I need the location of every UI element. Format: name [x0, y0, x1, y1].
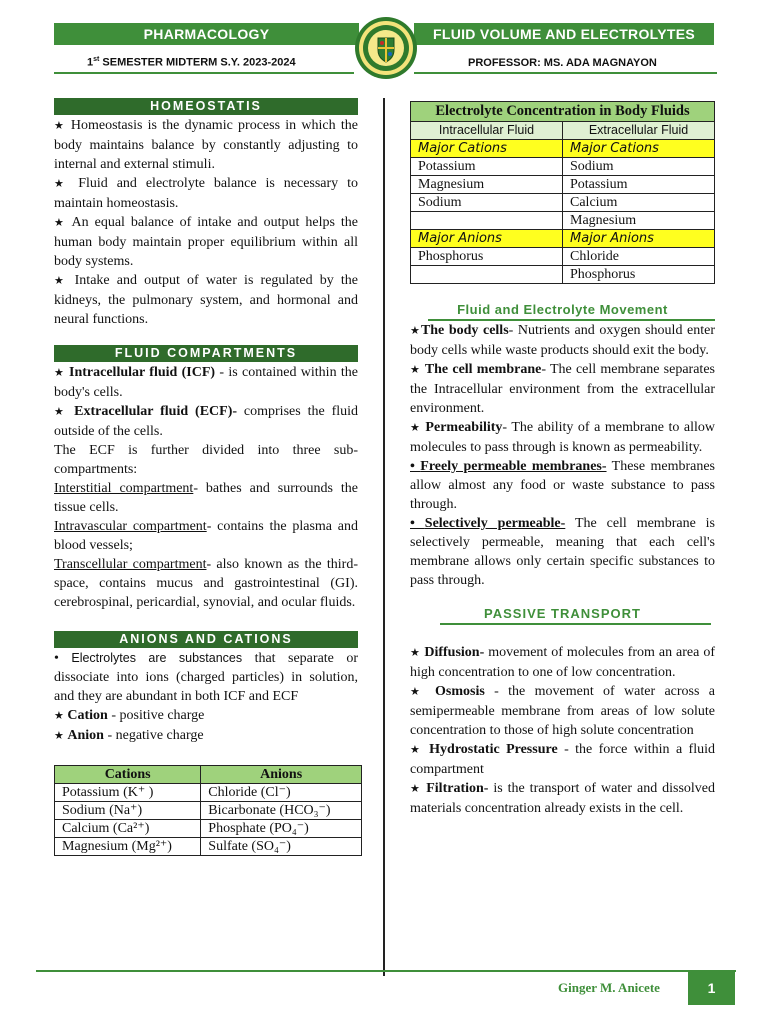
table-row: [55, 802, 362, 820]
homeostatis-item: [54, 116, 358, 174]
body-cells-item: [410, 321, 715, 360]
star-bullet-icon: ★: [54, 730, 64, 742]
star-bullet-icon: ★: [54, 275, 68, 287]
cation-item: [54, 706, 358, 726]
interstitial-text: - bathes and surrounds the tissue cells.: [54, 481, 358, 515]
homeostatis-text: Fluid and electrolyte balance is necessary to maintain homeostasis.: [54, 176, 358, 211]
transcellular-term: Transcellular compartment: [54, 557, 207, 572]
table-cell: Phosphorus: [563, 266, 715, 284]
table-header-row: [55, 766, 362, 784]
table-row: [411, 194, 715, 212]
header-right-title: FLUID VOLUME AND ELECTROLYTES: [414, 23, 714, 45]
semester-ordinal: 1: [87, 56, 94, 69]
cell-membrane-term: The cell membrane: [424, 362, 542, 377]
table-header-cations: Cations: [55, 766, 201, 784]
homeostatis-item: [54, 271, 358, 329]
table-cell: Sulfate (SO₄⁻): [201, 838, 362, 856]
semester-line: [87, 56, 296, 69]
right-column: [410, 101, 715, 818]
homeostatis-text: Homeostasis is the dynamic process in which the body maintains balance by constantly adjusting to internal and external stimuli.: [54, 118, 358, 172]
header-intracellular: Intracellular Fluid: [411, 122, 563, 140]
ecf-division: The ECF is further divided into three sub-compartments:: [54, 443, 358, 477]
hydrostatic-text: - the force within a fluid compartment: [410, 742, 715, 777]
ecf-item: [54, 402, 358, 441]
star-bullet-icon: ★: [410, 364, 421, 376]
table-header-row: [411, 122, 715, 140]
filtration-item: [410, 779, 715, 818]
electrolytes-term: Electrolytes are substances: [71, 651, 243, 665]
header-extracellular: Extracellular Fluid: [563, 122, 715, 140]
anion-text: - negative charge: [103, 728, 204, 743]
hydrostatic-term: Hydrostatic Pressure: [429, 742, 558, 757]
table-cell: Calcium: [563, 194, 715, 212]
star-bullet-icon: ★: [54, 367, 65, 379]
table-row: [411, 248, 715, 266]
table-cell: [411, 266, 563, 284]
professor-line: PROFESSOR: MS. ADA MAGNAYON: [468, 57, 657, 69]
osmosis-text: - the movement of water across a semipermeable membrane from areas of low solute concentration to those of high solute concentration: [410, 684, 715, 738]
section-title-homeostatis: HOMEOSTATIS: [54, 98, 358, 115]
header-left-title: PHARMACOLOGY: [54, 23, 359, 45]
major-anions-label: Major Anions: [563, 230, 715, 248]
table-cell: Magnesium (Mg²⁺): [55, 838, 201, 856]
homeostatis-text: An equal balance of intake and output helps the human body maintain proper equilibrium within all body systems.: [54, 215, 358, 269]
filtration-text: is the transport of water and dissolved materials concentration already exists in the cell.: [410, 781, 716, 816]
homeostatis-item: [54, 174, 358, 213]
major-cations-row: [411, 140, 715, 158]
table-cell: Sodium: [563, 158, 715, 176]
star-bullet-icon: ★: [410, 422, 421, 434]
interstitial-term: Interstitial compartment: [54, 481, 194, 496]
passive-transport-title: PASSIVE TRANSPORT: [484, 606, 641, 621]
permeability-text: - The ability of a membrane to allow molecules to pass through is known as permeability.: [410, 420, 715, 455]
anion-item: [54, 726, 358, 746]
star-bullet-icon: ★: [54, 406, 68, 418]
osmosis-item: [410, 682, 715, 740]
table-cell: Sodium (Na⁺): [55, 802, 201, 820]
footer-rule: [36, 970, 736, 972]
star-bullet-icon: ★: [54, 217, 67, 229]
permeability-term: Permeability: [425, 420, 503, 435]
table-cell: Magnesium: [411, 176, 563, 194]
header-rule-right: [414, 72, 717, 74]
ecf-text: comprises the fluid outside of the cells.: [54, 404, 359, 439]
table-cell: Potassium: [563, 176, 715, 194]
selectively-permeable-item: • Selectively permeable- The cell membrane is selectively permeable, meaning that each cell's membrane allows only certain specific substances to pass through.: [410, 516, 716, 588]
school-seal-icon: [354, 16, 418, 80]
selectively-permeable-text: The cell membrane is selectively permeable, meaning that each cell's membrane allows only certain specific substances to pass through.: [410, 516, 716, 588]
star-bullet-icon: ★: [54, 120, 66, 132]
transcellular-text: - also known as the third-space, contains mucus and gastrointestinal (GI). cerebrospinal, pericardial, synovial, and ocular fluids.: [54, 557, 358, 610]
star-bullet-icon: ★: [410, 647, 421, 659]
diffusion-text: movement of molecules from an area of high concentration to one of low concentration.: [410, 645, 715, 680]
hydrostatic-item: [410, 740, 715, 779]
major-cations-label: Major Cations: [411, 140, 563, 158]
major-anions-row: [411, 230, 715, 248]
table-cell: Phosphorus: [411, 248, 563, 266]
star-bullet-icon: ★: [410, 686, 426, 698]
electrolytes-intro: • Electrolytes are substances that separate or dissociate into ions (charged particles) in solution, and they are abundant in both ICF and ECF: [54, 651, 358, 704]
icf-text: - is contained within the body's cells.: [54, 365, 358, 400]
footer-author: Ginger M. Anicete: [558, 980, 660, 995]
homeostatis-text: Intake and output of water is regulated by the kidneys, the pulmonary system, and hormonal and neural functions.: [54, 273, 358, 327]
homeostatis-item: [54, 213, 358, 271]
electrolyte-concentration-table: [410, 101, 715, 284]
table-row: [55, 838, 362, 856]
cell-membrane-item: [410, 360, 715, 418]
table-cell: Chloride (Cl⁻): [201, 784, 362, 802]
electrolyte-table-title: Electrolyte Concentration in Body Fluids: [411, 102, 715, 122]
table-row: [411, 158, 715, 176]
star-bullet-icon: ★: [410, 783, 422, 795]
anion-term: Anion: [67, 728, 104, 743]
section-title-fluid-compartments: FLUID COMPARTMENTS: [54, 345, 358, 362]
table-row: [55, 820, 362, 838]
movement-title: Fluid and Electrolyte Movement: [457, 302, 668, 317]
osmosis-term: Osmosis: [435, 684, 485, 699]
star-bullet-icon: ★: [54, 178, 70, 190]
freely-permeable-item: • Freely permeable membranes- These membranes allow almost any food or waste substance to pass through.: [410, 459, 715, 512]
table-cell: Potassium (K⁺ ): [55, 784, 201, 802]
cation-term: Cation: [67, 708, 108, 723]
semester-text: SEMESTER MIDTERM S.Y. 2023-2024: [99, 56, 296, 69]
page-number: 1: [688, 971, 735, 1005]
freely-permeable-text: These membranes allow almost any food or waste substance to pass through.: [410, 459, 715, 512]
table-cell: [411, 212, 563, 230]
table-cell: Calcium (Ca²⁺): [55, 820, 201, 838]
freely-permeable-term: Freely permeable membranes-: [420, 459, 607, 474]
table-cell: Phosphate (PO₄⁻): [201, 820, 362, 838]
semester-suffix: st: [93, 56, 100, 63]
body-cells-term: The body cells: [420, 323, 509, 338]
table-row: [55, 784, 362, 802]
section-title-anions-cations: ANIONS AND CATIONS: [54, 631, 358, 648]
star-bullet-icon: ★: [410, 325, 421, 337]
electrolytes-text: that separate or dissociate into ions (charged particles) in solution, and they are abundant in both ICF and ECF: [54, 651, 358, 704]
major-anions-label: Major Anions: [411, 230, 563, 248]
intravascular-item: [54, 517, 358, 555]
column-divider: [383, 98, 385, 976]
table-cell: Potassium: [411, 158, 563, 176]
table-cell: Chloride: [563, 248, 715, 266]
filtration-term: Filtration-: [426, 781, 489, 796]
body-cells-text: - Nutrients and oxygen should enter body cells while waste products should exit the body.: [410, 323, 715, 358]
table-cell: Magnesium: [563, 212, 715, 230]
cell-membrane-text: - The cell membrane separates the Intracellular environment from the extracellular environment.: [410, 362, 715, 416]
cation-text: - positive charge: [107, 708, 205, 723]
table-header-anions: Anions: [201, 766, 362, 784]
diffusion-term: Diffusion-: [424, 645, 485, 660]
star-bullet-icon: ★: [54, 710, 64, 722]
cations-anions-table: [54, 765, 362, 856]
diffusion-item: [410, 643, 715, 682]
table-title-row: [411, 102, 715, 122]
star-bullet-icon: ★: [410, 744, 423, 756]
intravascular-text: - contains the plasma and blood vessels;: [54, 519, 358, 553]
table-cell: Sodium: [411, 194, 563, 212]
major-cations-label: Major Cations: [563, 140, 715, 158]
table-row: [411, 176, 715, 194]
table-cell: Bicarbonate (HCO₃⁻): [201, 802, 362, 820]
table-row: [411, 212, 715, 230]
icf-term: Intracellular fluid (ICF): [69, 365, 216, 380]
left-column: [54, 98, 358, 856]
icf-item: [54, 363, 358, 402]
selectively-permeable-term: Selectively permeable-: [424, 516, 566, 531]
table-row: [411, 266, 715, 284]
transcellular-item: [54, 555, 358, 612]
ecf-term: Extracellular fluid (ECF)-: [74, 404, 238, 419]
header-rule-left: [54, 72, 354, 74]
permeability-item: [410, 418, 715, 457]
intravascular-term: Intravascular compartment: [54, 519, 207, 534]
interstitial-item: [54, 479, 358, 517]
